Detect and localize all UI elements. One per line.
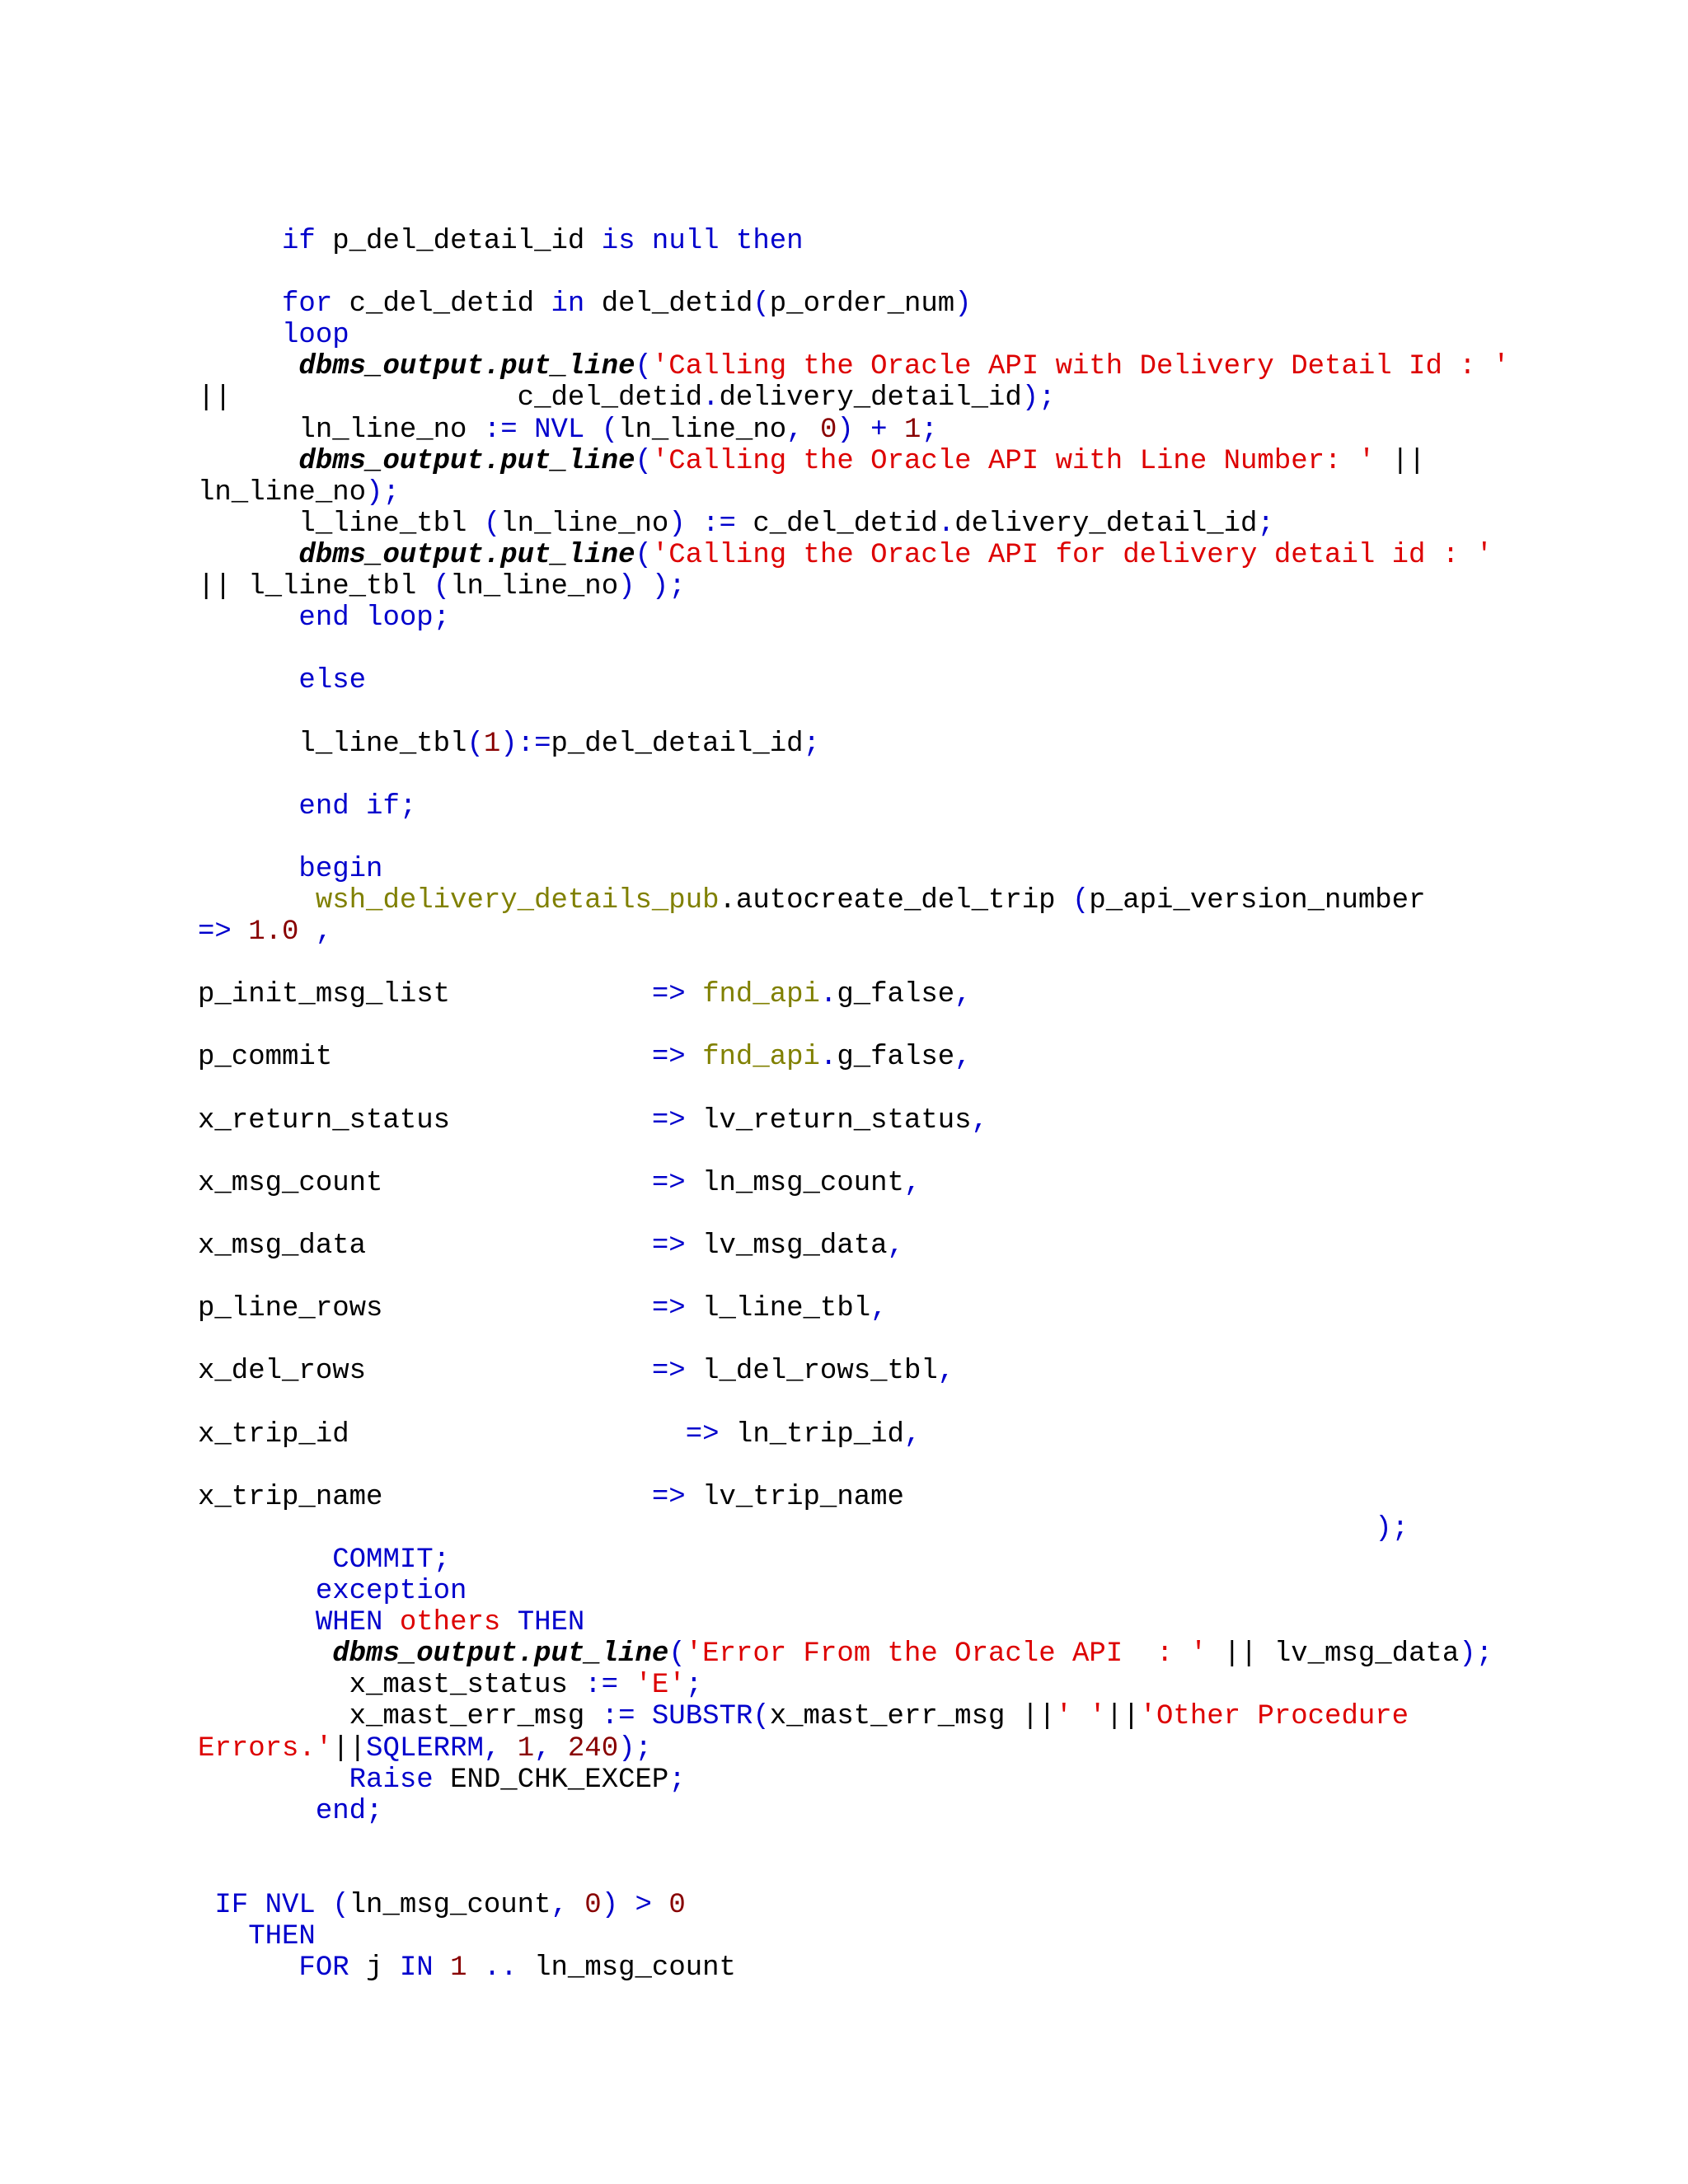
code-token <box>198 1890 214 1921</box>
code-token: is null then <box>601 226 804 257</box>
code-token: => <box>651 1481 686 1513</box>
code-line <box>198 1419 1665 1451</box>
code-token: 'Calling the Oracle API with Line Number: ' <box>651 445 1376 477</box>
code-token: , <box>954 1042 972 1074</box>
code-token: p_del_detail_id <box>315 226 602 257</box>
code-token: j <box>349 1952 400 1985</box>
code-token: END_CHK_EXCEP <box>433 1764 669 1796</box>
code-token <box>198 1544 332 1576</box>
code-token: 0 <box>668 1889 686 1921</box>
code-token: 'Error From the Oracle API : ' <box>685 1638 1207 1671</box>
code-token <box>198 540 298 571</box>
code-token: del_detid <box>584 288 753 321</box>
code-token: 1 <box>483 728 501 760</box>
code-token: := <box>584 1670 635 1702</box>
code-token: , <box>551 1889 585 1921</box>
code-token: || l_line_tbl <box>198 571 434 603</box>
code-line <box>198 1858 1665 1890</box>
code-token: ln_msg_count <box>349 1889 551 1921</box>
code-line <box>198 382 1665 414</box>
code-token: , <box>903 1418 921 1451</box>
code-line <box>198 477 1665 509</box>
code-token: => <box>198 916 249 949</box>
code-token: x_trip_name <box>198 1481 652 1513</box>
code-token: g_false <box>837 979 955 1011</box>
code-line <box>198 1921 1665 1952</box>
code-token: p_api_version_number <box>1089 884 1426 916</box>
code-token: => <box>651 1042 703 1074</box>
code-token: . <box>702 382 720 415</box>
code-token: ln_msg_count <box>685 1167 904 1199</box>
code-token: ln_trip_id <box>719 1418 904 1451</box>
code-token: x_msg_count <box>198 1167 652 1199</box>
code-token: ( <box>1072 884 1090 916</box>
code-line <box>198 1952 1665 1984</box>
code-line <box>198 1356 1665 1387</box>
code-token: COMMIT; <box>332 1544 451 1576</box>
code-line <box>198 1890 1665 1921</box>
code-token: 0 <box>584 1889 602 1921</box>
code-token <box>198 1765 349 1796</box>
code-token: ) := <box>668 508 736 540</box>
code-token <box>198 602 298 634</box>
code-line <box>198 602 1665 634</box>
code-line <box>198 1733 1665 1765</box>
code-line <box>198 446 1665 477</box>
code-line <box>198 1293 1665 1324</box>
code-token: , <box>903 1167 921 1199</box>
code-line <box>198 948 1665 979</box>
code-line <box>198 415 1665 446</box>
code-token: if <box>282 226 316 257</box>
code-line <box>198 854 1665 885</box>
code-token: 'E' <box>635 1670 686 1702</box>
code-token: ( <box>635 351 652 383</box>
code-line <box>198 1765 1665 1796</box>
code-token: x_return_status <box>198 1104 652 1137</box>
code-token: fnd_api <box>702 979 820 1011</box>
code-token: ( <box>753 288 770 321</box>
code-token <box>198 1576 316 1607</box>
code-line <box>198 729 1665 760</box>
code-token: dbms_output.put_line <box>332 1638 669 1671</box>
code-token: fnd_api <box>702 1042 820 1074</box>
code-token: 1.0 <box>248 916 299 949</box>
code-line <box>198 1168 1665 1199</box>
code-token: , <box>954 979 972 1011</box>
code-token: begin <box>298 853 383 885</box>
code-token: ln_line_no <box>198 414 484 446</box>
code-line <box>198 634 1665 665</box>
code-token <box>198 885 316 916</box>
code-token: , <box>786 414 820 446</box>
code-line <box>198 823 1665 854</box>
code-token <box>198 1921 248 1952</box>
code-token <box>198 446 298 477</box>
code-token: lv_return_status <box>685 1104 972 1137</box>
code-token <box>198 288 282 320</box>
code-token: ; <box>803 728 820 760</box>
code-token: in <box>551 288 585 321</box>
code-line <box>198 540 1665 571</box>
code-line <box>198 1262 1665 1293</box>
code-token: Raise <box>349 1764 434 1796</box>
code-token <box>198 1607 316 1638</box>
code-token: ; <box>921 414 938 446</box>
code-token: ln_msg_count <box>534 1952 736 1985</box>
code-token: l_del_rows_tbl <box>685 1356 938 1388</box>
code-token: 'Calling the Oracle API with Delivery Detail Id : ' <box>651 351 1510 383</box>
code-line <box>198 760 1665 791</box>
code-line <box>198 1576 1665 1607</box>
code-token <box>198 1638 332 1670</box>
code-token: , <box>534 1732 568 1765</box>
code-token: ):= <box>500 728 551 760</box>
code-token: ( <box>483 508 501 540</box>
code-token: p_line_rows <box>198 1293 652 1325</box>
code-line <box>198 288 1665 320</box>
code-token: ( <box>635 445 652 477</box>
code-token: ); <box>618 1732 652 1765</box>
code-token: => <box>651 1230 686 1262</box>
code-token: ( <box>467 728 484 760</box>
code-token: , <box>870 1293 888 1325</box>
code-token <box>198 320 282 351</box>
code-line <box>198 696 1665 728</box>
code-token: 240 <box>567 1732 619 1765</box>
code-token: ) + <box>837 414 904 446</box>
code-listing <box>198 226 1665 1984</box>
code-token: dbms_output.put_line <box>298 445 635 477</box>
code-line <box>198 1638 1665 1670</box>
code-token: wsh_delivery_details_pub <box>315 884 720 916</box>
code-line <box>198 571 1665 602</box>
code-token: := NVL ( <box>483 414 619 446</box>
code-token: exception <box>315 1576 467 1608</box>
code-token: l_line_tbl <box>198 508 484 540</box>
code-token: , <box>887 1230 904 1262</box>
code-token: ; <box>1257 508 1274 540</box>
code-line <box>198 1607 1665 1638</box>
code-token: lv_trip_name <box>685 1481 904 1513</box>
code-token: else <box>298 665 367 697</box>
code-token: dbms_output.put_line <box>298 351 635 383</box>
code-line <box>198 665 1665 696</box>
code-token <box>198 665 298 696</box>
code-token: x_mast_err_msg || <box>769 1701 1056 1733</box>
code-token: x_msg_data <box>198 1230 652 1262</box>
code-token: ); <box>1375 1512 1409 1544</box>
code-token: p_del_detail_id <box>551 728 804 760</box>
code-line <box>198 351 1665 382</box>
code-token: c_del_detid <box>332 288 551 321</box>
code-token: || c_del_detid <box>198 382 703 415</box>
code-token: .autocreate_del_trip <box>719 884 1072 916</box>
code-line <box>198 1074 1665 1105</box>
code-line <box>198 1230 1665 1262</box>
code-token <box>198 854 298 885</box>
code-line <box>198 1796 1665 1827</box>
code-line <box>198 320 1665 351</box>
code-line <box>198 1513 1665 1544</box>
code-token: ln_line_no <box>618 414 787 446</box>
code-token: FOR <box>298 1952 349 1985</box>
code-token: || <box>1105 1701 1140 1733</box>
code-token: dbms_output.put_line <box>298 539 635 571</box>
code-token: c_del_detid <box>735 508 938 540</box>
code-line <box>198 885 1665 916</box>
code-token: end if; <box>298 790 417 823</box>
code-token: => <box>651 979 703 1011</box>
code-token: => <box>651 1293 686 1325</box>
code-token: x_mast_status <box>198 1670 585 1702</box>
code-token: ); <box>1021 382 1056 415</box>
code-token: x_mast_err_msg <box>198 1701 602 1733</box>
code-token <box>198 226 282 257</box>
code-token: ' ' <box>1055 1701 1106 1733</box>
code-token: ( <box>635 539 652 571</box>
code-token: ); <box>366 476 400 509</box>
code-token: end; <box>315 1795 383 1827</box>
code-token <box>198 1952 298 1984</box>
code-line <box>198 257 1665 288</box>
code-line <box>198 1670 1665 1701</box>
code-token: 1 <box>450 1952 467 1985</box>
code-token: delivery_detail_id <box>719 382 1022 415</box>
code-line <box>198 509 1665 540</box>
code-token: => <box>651 1167 686 1199</box>
code-token: , <box>971 1104 988 1137</box>
code-line <box>198 1482 1665 1513</box>
code-line <box>198 916 1665 948</box>
code-token: ) <box>954 288 972 321</box>
code-token: ( <box>433 571 451 603</box>
code-token: ); <box>1459 1638 1493 1671</box>
code-token: ln_line_no <box>198 476 367 509</box>
code-token: others <box>399 1607 518 1639</box>
code-token: ; <box>685 1670 703 1702</box>
code-line <box>198 1199 1665 1230</box>
code-token: := SUBSTR( <box>601 1701 770 1733</box>
code-token <box>198 791 298 823</box>
code-token: p_init_msg_list <box>198 979 652 1011</box>
code-token: ln_line_no <box>450 571 619 603</box>
code-token: loop <box>282 320 349 352</box>
code-token: delivery_detail_id <box>954 508 1258 540</box>
code-line <box>198 979 1665 1010</box>
code-line <box>198 1451 1665 1482</box>
code-line <box>198 1324 1665 1356</box>
code-token: || <box>332 1732 367 1765</box>
code-token: g_false <box>837 1042 955 1074</box>
code-token: ; <box>668 1764 686 1796</box>
code-line <box>198 1105 1665 1137</box>
code-token: THEN <box>248 1921 316 1953</box>
code-token: . <box>819 1042 837 1074</box>
code-token: . <box>819 979 837 1011</box>
code-token: p_order_num <box>769 288 955 321</box>
code-token: 1 <box>517 1732 535 1765</box>
code-token: .. <box>467 1952 535 1985</box>
code-line <box>198 1387 1665 1418</box>
code-token: THEN <box>517 1607 585 1639</box>
code-token: Errors.' <box>198 1732 333 1765</box>
code-token <box>198 1513 1375 1544</box>
code-token: lv_msg_data <box>685 1230 888 1262</box>
code-token: 'Other Procedure <box>1139 1701 1409 1733</box>
code-token: x_trip_id <box>198 1418 686 1451</box>
code-token: IN <box>399 1952 451 1985</box>
code-line <box>198 1827 1665 1858</box>
code-token: . <box>937 508 955 540</box>
code-token: ) > <box>601 1889 669 1921</box>
code-token: => <box>651 1356 686 1388</box>
code-token: SQLERRM, <box>366 1732 518 1765</box>
code-line <box>198 1042 1665 1073</box>
code-token: || <box>1375 445 1426 477</box>
code-line <box>198 226 1665 257</box>
code-token: IF NVL ( <box>214 1889 349 1921</box>
code-token: ( <box>668 1638 686 1671</box>
code-token: p_commit <box>198 1042 652 1074</box>
code-token: end loop; <box>298 602 451 635</box>
code-token: => <box>685 1418 720 1451</box>
code-token: , <box>298 916 333 949</box>
code-line <box>198 1701 1665 1732</box>
code-line <box>198 1137 1665 1168</box>
code-token: 'Calling the Oracle API for delivery detail id : ' <box>651 539 1493 571</box>
code-token: || lv_msg_data <box>1207 1638 1460 1671</box>
code-token: 0 <box>819 414 837 446</box>
code-token: ln_line_no <box>500 508 669 540</box>
code-line <box>198 1544 1665 1576</box>
code-line <box>198 1010 1665 1042</box>
code-token <box>198 351 298 382</box>
code-token: , <box>937 1356 955 1388</box>
code-token: WHEN <box>315 1607 400 1639</box>
code-token: x_del_rows <box>198 1356 652 1388</box>
code-token: l_line_tbl <box>685 1293 871 1325</box>
code-token: => <box>651 1104 686 1137</box>
code-token: 1 <box>903 414 921 446</box>
code-token: ) ); <box>618 571 686 603</box>
code-line <box>198 791 1665 823</box>
code-token: for <box>282 288 333 321</box>
code-token: l_line_tbl <box>198 728 467 760</box>
code-token <box>198 1796 316 1827</box>
